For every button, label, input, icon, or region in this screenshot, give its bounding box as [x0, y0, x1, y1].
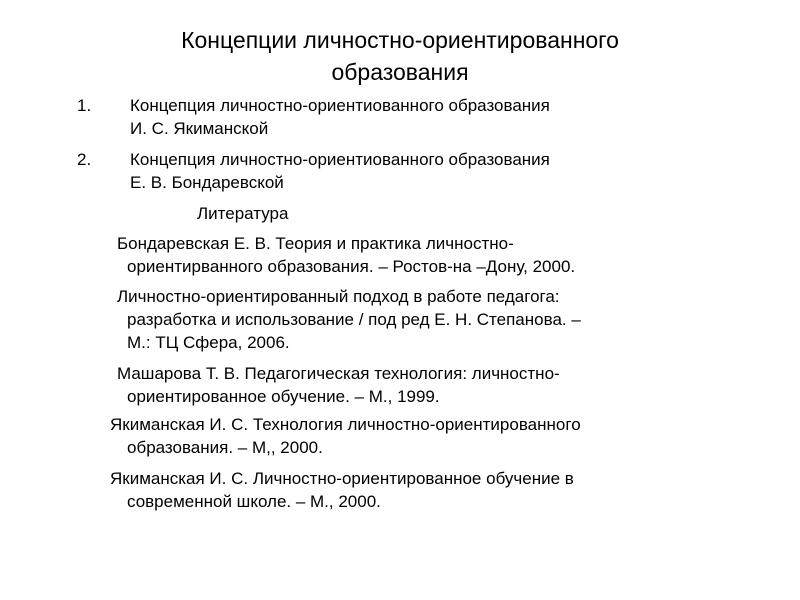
item-number: 1.: [77, 96, 92, 115]
item-text-line-1: Концепция личностно-ориентиованного образования: [130, 96, 550, 115]
reference-line: образования. – М,, 2000.: [127, 438, 323, 457]
slide-title-line-1: Концепции личностно-ориентированного: [181, 27, 619, 53]
literature-heading: Литература: [197, 204, 289, 223]
reference-5: [110, 467, 750, 513]
reference-line: разработка и использование / под ред Е. Н. Степанова. –: [127, 310, 581, 329]
slide-title-line-2: образования: [331, 59, 469, 85]
item-text-line-2: И. С. Якиманской: [130, 119, 269, 138]
reference-line: Якиманская И. С. Личностно-ориентированное обучение в: [110, 469, 574, 488]
item-text-line-2: Е. В. Бондаревской: [130, 173, 284, 192]
reference-3: [117, 362, 757, 408]
reference-line: М.: ТЦ Сфера, 2006.: [127, 333, 290, 352]
reference-line: Якиманская И. С. Технология личностно-ориентированного: [110, 415, 581, 434]
slide-title: [0, 24, 800, 88]
item-text-line-1: Концепция личностно-ориентиованного образования: [130, 150, 550, 169]
item-text: [130, 94, 750, 140]
reference-line: Личностно-ориентированный подход в работе педагога:: [117, 287, 560, 306]
reference-4: [110, 413, 750, 459]
item-number: 2.: [77, 150, 92, 169]
reference-line: ориентированное обучение. – М., 1999.: [127, 387, 440, 406]
item-text: [130, 148, 750, 194]
reference-1: [117, 232, 757, 278]
reference-line: Бондаревская Е. В. Теория и практика личностно-: [117, 234, 514, 253]
reference-line: Машарова Т. В. Педагогическая технология: личностно-: [117, 364, 560, 383]
reference-line: ориентирванного образования. – Ростов-на –Дону, 2000.: [127, 257, 576, 276]
reference-line: современной школе. – М., 2000.: [127, 492, 381, 511]
reference-2: [117, 285, 757, 354]
